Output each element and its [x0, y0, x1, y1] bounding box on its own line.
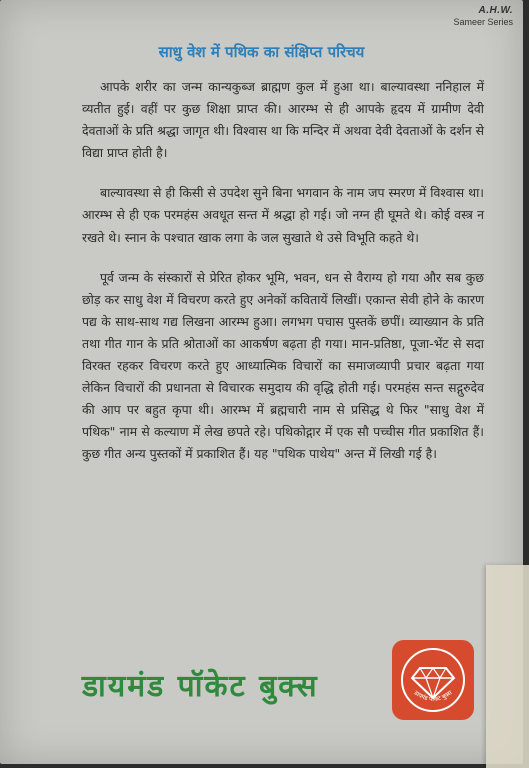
- paragraph-1: आपके शरीर का जन्म कान्यकुब्ज ब्राह्मण कुल में हुआ था। बाल्यावस्था ननिहाल में व्यतीत हुई। वहीं पर कुछ शिक्षा प्राप्त की। आरम्भ से ही आपके हृदय में ग्रामीण देवी देवताओं के प्रति श्रद्धा जागृत थी। विश्वास था कि मन्दिर में अथवा देवी देवताओं के दर्शन से विद्या प्राप्त होती है।: [82, 79, 484, 161]
- page-title: साधु वेश में पथिक का संक्षिप्त परिचय: [158, 43, 365, 61]
- series-name: Sameer Series: [453, 17, 513, 27]
- paragraph-3: पूर्व जन्म के संस्कारों से प्रेरित होकर भूमि, भवन, धन से वैराग्य हो गया और सब कुछ छोड़ कर साधु वेश में विचरण करते हुए अनेकों कवितायें लिखीं। एकान्त सेवी होने के कारण पद्य के साथ-साथ गद्य लिखना आरम्भ हुआ। लगभग पचास पुस्तकें छपीं। व्याख्यान के प्रति तथा गीत गान के प्रति श्रोताओं का आकर्षण बढ़ता ही गया। मान-प्रतिष्ठा, पूजा-भेंट से सदा विरक्त रहकर विचरण करते हुए आध्यात्मिक विचारों का समाजव्यापी प्रचार बढ़ता गया लेकिन विचारों की प्रधानता से विचारक समुदाय की वृद्धि होती गई। परमहंस सन्त सद्गुरुदेव की आप पर बहुत कृपा थी। आरम्भ में ब्रह्मचारी नाम से प्रसिद्ध थे फिर "साधु वेश में पथिक" नाम से कल्याण में लेख छपते रहे। पथिकोद्गार में एक सौ पच्चीस गीत प्रकाशित हैं। कुछ गीत अन्य पुस्तकों में प्रकाशित हैं। यह "पथिक पाथेय" अन्त में लिखी गई है।: [82, 269, 484, 462]
- publisher-name: डायमंड पॉकेट बुक्स: [82, 669, 319, 704]
- biography-text: [82, 76, 484, 484]
- tape-strip: [486, 565, 529, 768]
- diamond-icon: [398, 646, 468, 714]
- publisher-logo: [392, 640, 474, 720]
- series-code: A.H.W.: [478, 5, 513, 16]
- paragraph-2: बाल्यावस्था से ही किसी से उपदेश सुने बिना भगवान के नाम जप स्मरण में विश्वास था। आरम्भ से ही एक परमहंस अवधूत सन्त में श्रद्धा हो गई। जो नग्न ही घूमते थे। कोई वस्त्र न रखते थे। स्नान के पश्चात खाक लगा के जल सुखाते थे उसे विभूति कहते थे।: [82, 185, 484, 245]
- logo-text: डायमंड पॉकेट बुक्स: [412, 689, 454, 704]
- series-label: [453, 5, 513, 27]
- svg-text:डायमंड पॉकेट बुक्स: [412, 689, 454, 703]
